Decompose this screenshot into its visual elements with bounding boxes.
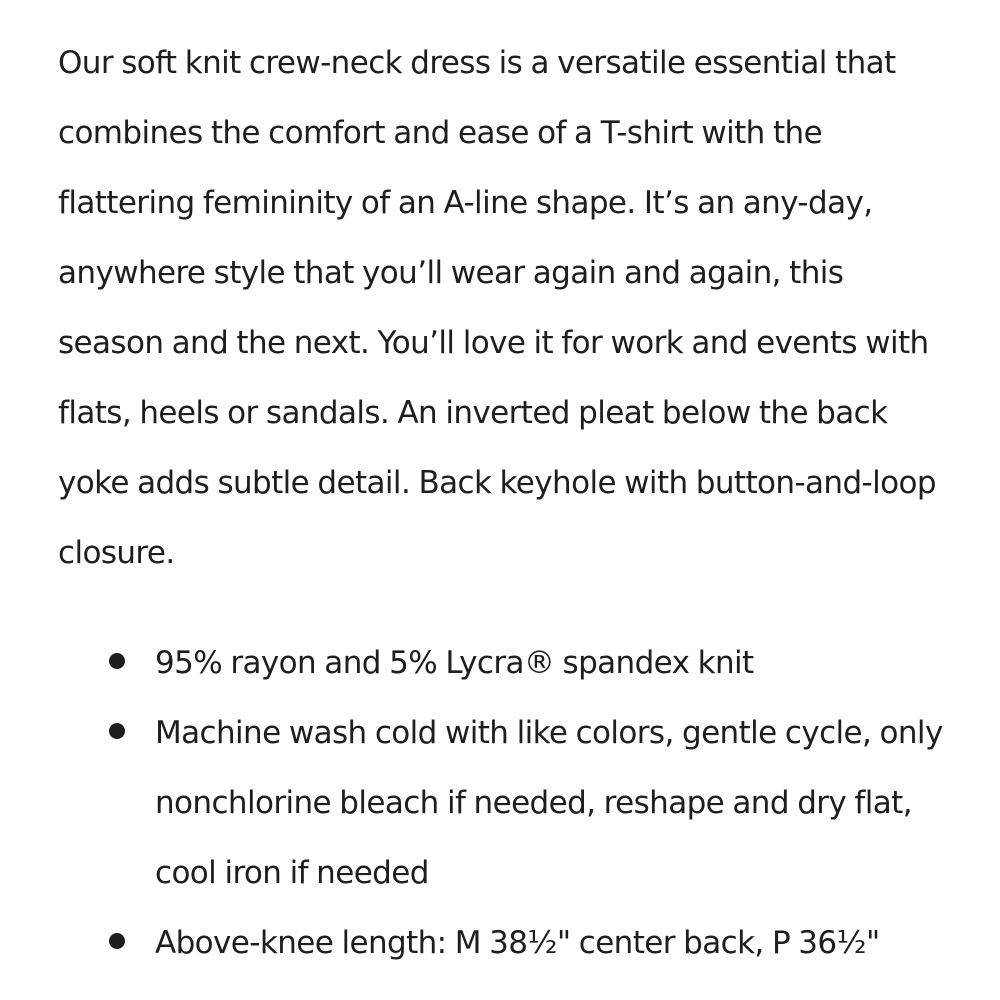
bullet-icon: [109, 723, 125, 739]
feature-list: [58, 628, 948, 978]
product-details: [58, 28, 948, 978]
list-item: [155, 908, 948, 978]
feature-text: Above-knee length: M 38½" center back, P 36½": [155, 925, 880, 961]
product-description: Our soft knit crew-neck dress is a versatile essential that combines the comfort and ease of a T-shirt with the flattering femininity of an A-line shape. It’s an any-day, anywhere style that you’ll wear again and again, this season and the next. You’ll love it for work and events with flats, heels or sandals. An inverted pleat below the back yoke adds subtle detail. Back keyhole with button-and-loop closure.: [58, 45, 936, 571]
feature-text: 95% rayon and 5% Lycra® spandex knit: [155, 645, 754, 681]
list-item: [155, 698, 948, 908]
feature-text: Machine wash cold with like colors, gentle cycle, only nonchlorine bleach if needed, reshape and dry flat, cool iron if needed: [155, 715, 943, 891]
bullet-icon: [109, 653, 125, 669]
list-item: [155, 628, 948, 698]
bullet-icon: [109, 933, 125, 949]
